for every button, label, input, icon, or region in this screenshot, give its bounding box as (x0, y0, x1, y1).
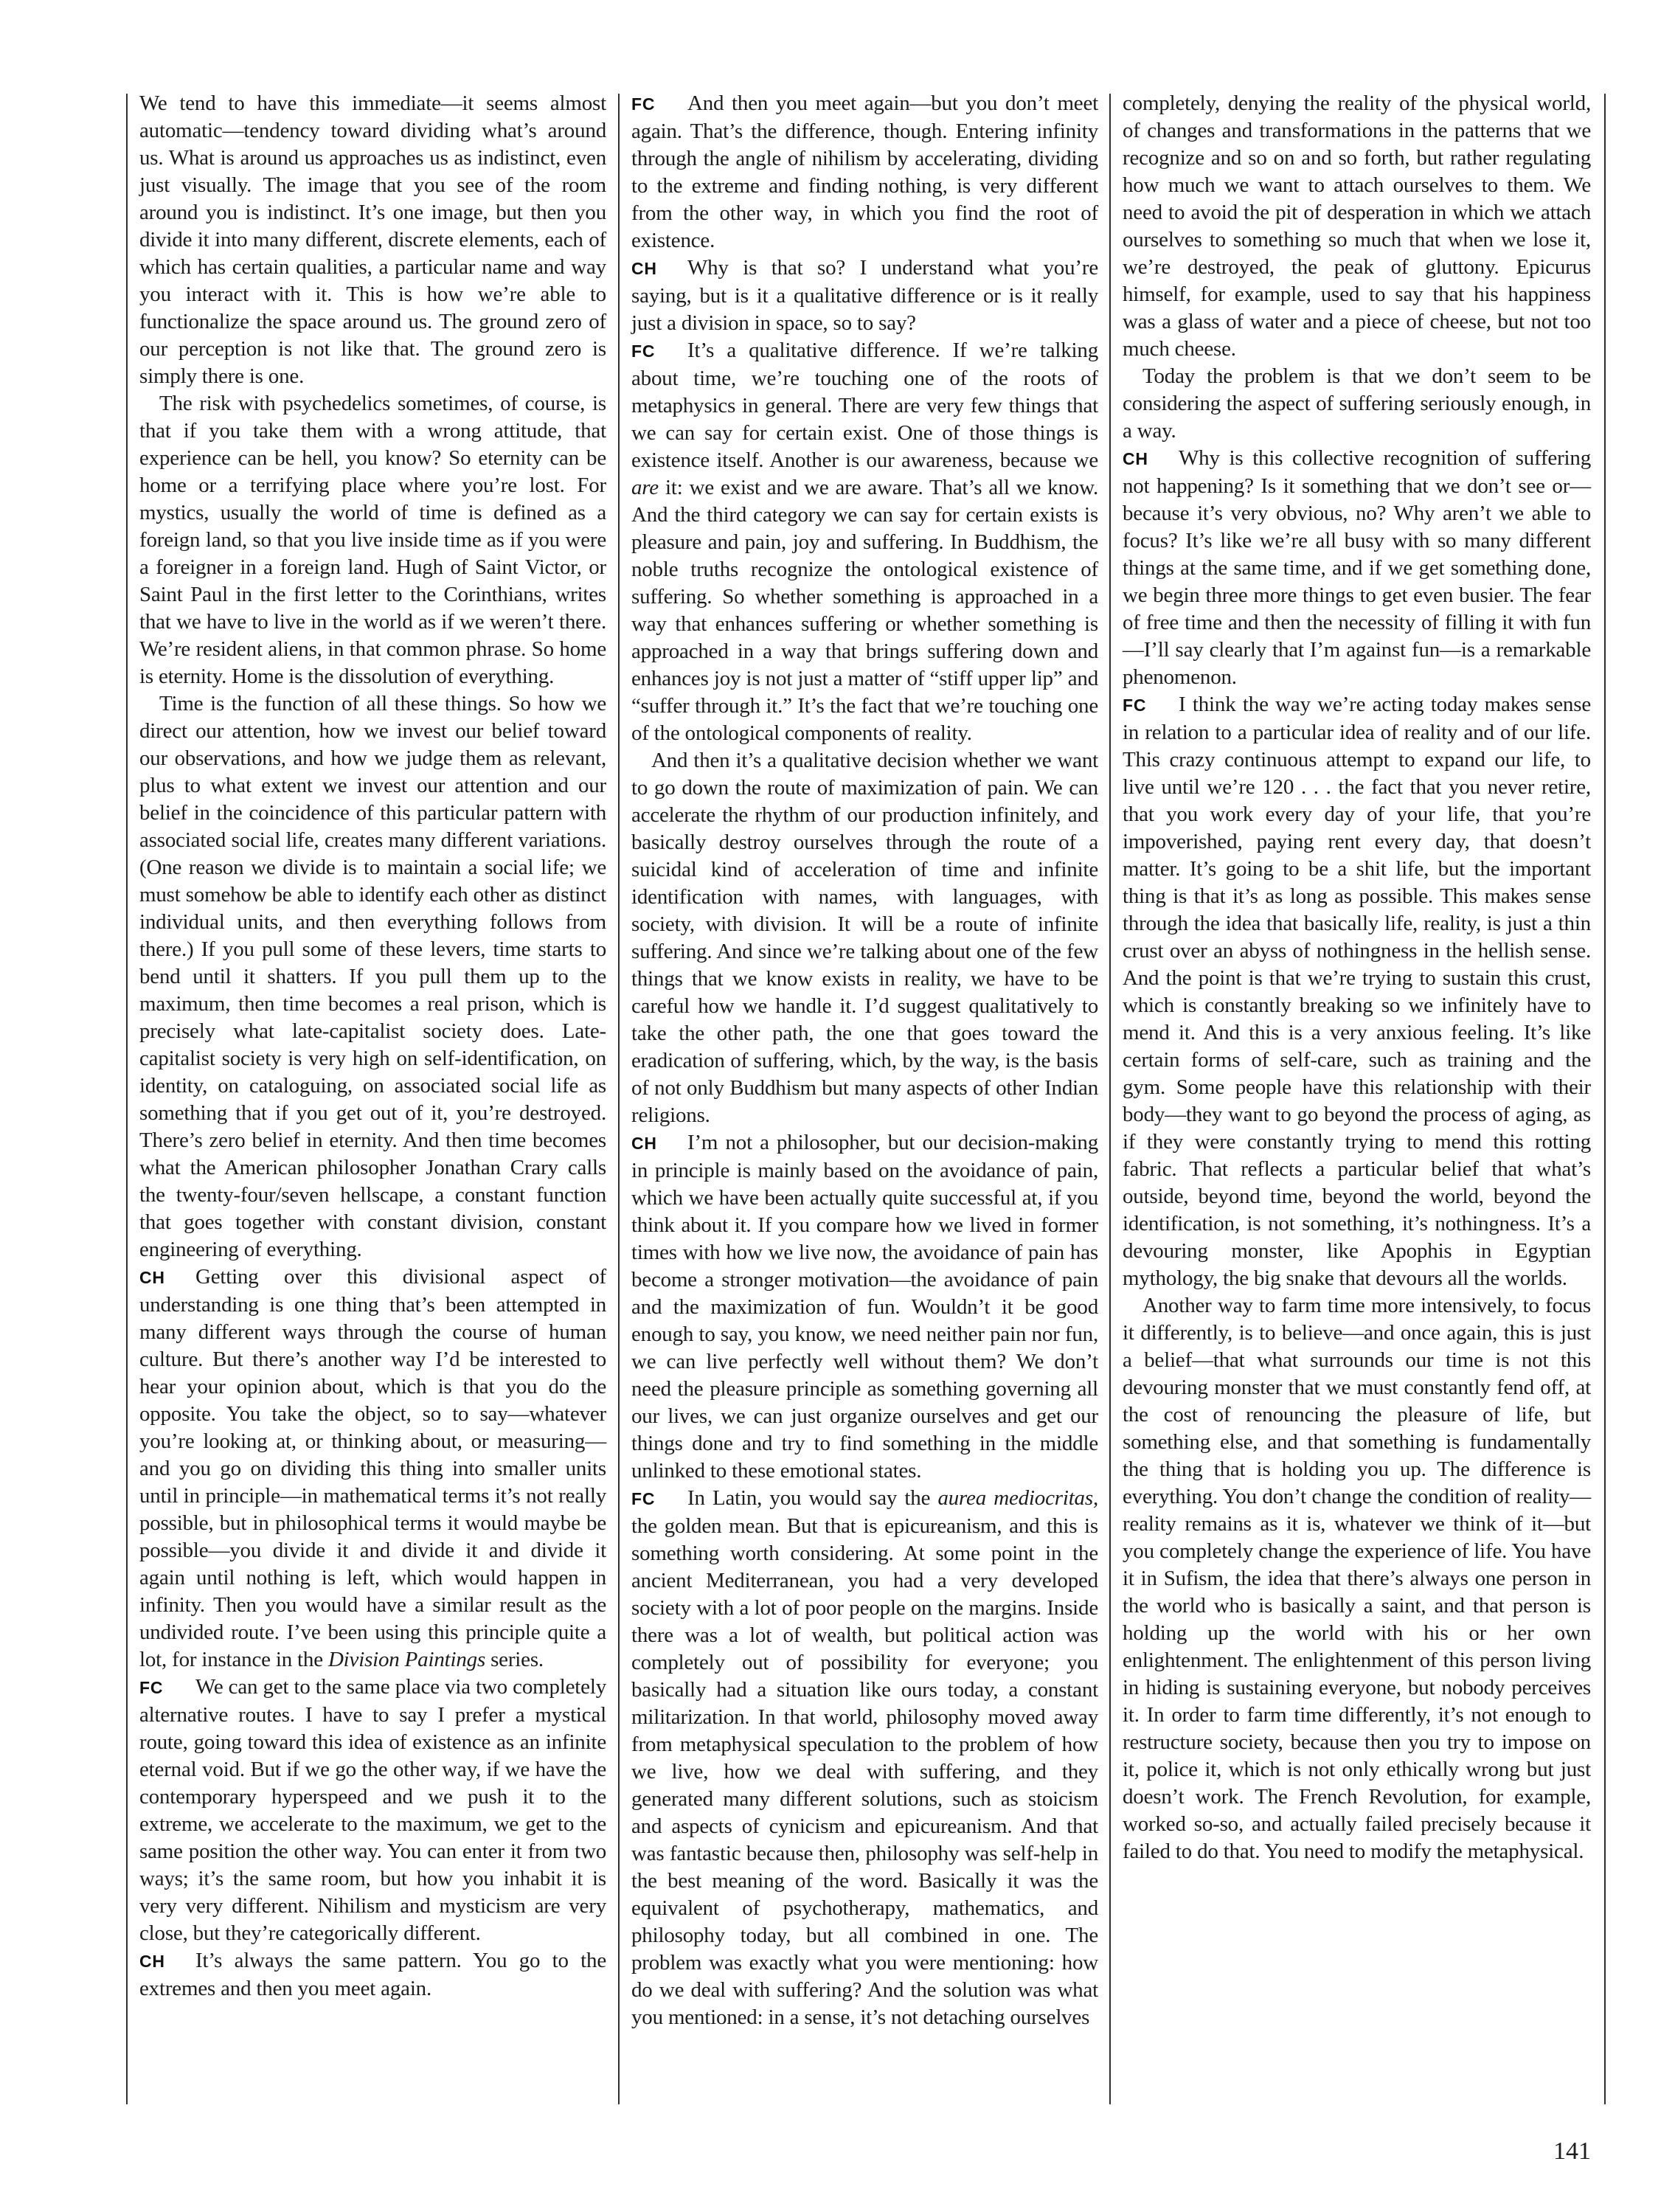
speaker-label: FC (631, 341, 656, 361)
speaker-label: FC (631, 1489, 656, 1508)
column-rule-1-2 (618, 94, 620, 2104)
italic-text: Division Paintings (327, 1648, 486, 1671)
column-rule-right (1604, 94, 1606, 2104)
text-column-2 (631, 90, 1098, 2031)
speaker-label: CH (1123, 449, 1148, 468)
column-rule-left (126, 94, 128, 2104)
body-paragraph: The risk with psychedelics sometimes, of course, is that if you take them with a wrong attitude, that experience can be hell, you know? So eternity can be home or a terrifying place where you’re lost. For mystics, usually the world of time is defined as a foreign land, so that you live inside time as if you were a foreigner in a foreign land. Hugh of Saint Victor, or Saint Paul in the first letter to the Corinthians, writes that we have to live in the world as if we weren’t there. We’re resident aliens, in that common phrase. So home is eternity. Home is the dissolution of everything. (139, 392, 606, 688)
page-number: 141 (1553, 2138, 1591, 2165)
dialogue-paragraph: CH Getting over this divisional aspect of understanding is one thing that’s been attempted in many different ways through the course of human culture. But there’s another way I’d be interested to hear your opinion about, which is that you do the opposite. You take the object, so to say—whatever you’re looking at, or thinking about, or measuring—and you go on dividing this thing into smaller units until in principle—in mathematical terms it’s not really possible, but in philosophical terms it would maybe be possible—you divide it and divide it and divide it again until nothing is left, which would happen in infinity. Then you would have a similar result as the undivided route. I’ve been using this principle quite a lot, for instance in the Division Paintings series. (139, 1265, 606, 1671)
dialogue-paragraph: FC We can get to the same place via two completely alternative routes. I have to say I prefer a mystical route, going toward this idea of existence as an infinite eternal void. But if we go the other way, if we have the contemporary hyperspeed and we push it to the extreme, we accelerate to the maximum, we get to the same position the other way. You can enter it from two ways; it’s the same room, but how you inhabit it is very very different. Nihilism and mysticism are very close, but they’re categorically different. (139, 1675, 606, 1945)
body-paragraph: Time is the function of all these things. So how we direct our attention, how we invest our belief toward our observations, and how we judge them as relevant, plus to what extent we invest our attention and our belief in the coincidence of this particular pattern with associated social life, creates many different variations. (One reason we divide is to maintain a social life; we must somehow be able to identify each other as distinct individual units, and then everything follows from there.) If you pull some of these levers, time starts to bend until it shatters. If you pull them up to the maximum, then time becomes a real prison, which is precisely what late-capitalist society does. Late-capitalist society is very high on self-identification, on identity, on cataloguing, on associated social life as something that if you get out of it, you’re destroyed. There’s zero belief in eternity. And then time becomes what the American philosopher Jonathan Crary calls the twenty-four/seven hellscape, a constant function that goes together with constant division, constant engineering of everything. (139, 692, 606, 1261)
speaker-label: FC (1123, 696, 1147, 715)
dialogue-paragraph: FC And then you meet again—but you don’t meet again. That’s the difference, though. Entering infinity through the angle of nihilism by accelerating, dividing to the extreme and finding nothing, is very different from the other way, in which you find the root of existence. (631, 91, 1098, 252)
speaker-label: CH (631, 259, 657, 278)
dialogue-paragraph: CH I’m not a philosopher, but our decision-making in principle is mainly based on the avoidance of pain, which we have been actually quite successful at, if you think about it. If you compare how we lived in former times with how we live now, the avoidance of pain has become a stronger motivation—the avoidance of pain and the maximization of fun. Wouldn’t it be good enough to say, you know, we need neither pain nor fun, we can live perfectly well without them? We don’t need the pleasure principle as something governing all our lives, we can just organize ourselves and get our things done and try to find something in the middle unlinked to these emotional states. (631, 1131, 1098, 1483)
dialogue-paragraph: FC It’s a qualitative difference. If we’re talking about time, we’re touching one of the roots of metaphysics in general. There are very few things that we can say for certain exist. One of those things is existence itself. Another is our awareness, because we are it: we exist and we are aware. That’s all we know. And the third category we can say for certain exists is pleasure and pain, joy and suffering. In Buddhism, the noble truths recognize the ontological existence of suffering. So whether something is approached in a way that enhances suffering or whether something is approached in a way that brings suffering down and enhances joy is not just a matter of “stiff upper lip” and “suffer through it.” It’s the fact that we’re touching one of the ontological components of reality. (631, 339, 1098, 745)
body-paragraph: completely, denying the reality of the physical world, of changes and transformations in the patterns that we recognize and so on and so forth, but rather regulating how much we want to attach ourselves to them. We need to avoid the pit of desperation in which we attach ourselves to something so much that when we lose it, we’re destroyed, the peak of gluttony. Epicurus himself, for example, used to say that his happiness was a glass of water and a piece of cheese, but not too much cheese. (1123, 91, 1591, 361)
body-paragraph: Another way to farm time more intensively, to focus it differently, is to believe—and once again, this is just a belief—that what surrounds our time is not this devouring monster that we must constantly fend off, at the cost of renouncing the pleasure of life, but something else, and that something is fundamentally the thing that is holding you up. The difference is everything. You don’t change the condition of reality—reality remains as it is, whatever we think of it—but you completely change the experience of life. You have it in Sufism, the idea that there’s always one person in the world who is basically a saint, and that person is holding up the world with his or her own enlightenment. The enlightenment of this person living in hiding is sustaining everyone, but nobody perceives it. In order to farm time differently, it’s not enough to restructure society, because then you try to impose on it, police it, which is not only ethically wrong but just doesn’t work. The French Revolution, for example, worked so-so, and actually failed precisely because it failed to do that. You need to modify the metaphysical. (1123, 1294, 1591, 1863)
body-paragraph: And then it’s a qualitative decision whether we want to go down the route of maximization of pain. We can accelerate the rhythm of our production infinitely, and basically destroy ourselves through the route of a suicidal kind of acceleration of time and infinite identification with names, with languages, with society, with division. It will be a route of infinite suffering. And since we’re talking about one of the few things that we know exists in reality, we have to be careful how we handle it. I’d suggest qualitatively to take the other path, the one that goes toward the eradication of suffering, which, by the way, is the basis of not only Buddhism but many aspects of other Indian religions. (631, 749, 1098, 1127)
dialogue-paragraph: CH Why is this collective recognition of suffering not happening? Is it something that we don’t see or—because it’s very obvious, no? Why aren’t we able to focus? It’s like we’re all busy with so many different things at the same time, and if we get something done, we begin three more things to get even busier. The fear of free time and then the necessity of filling it with fun—I’ll say clearly that I’m against fun—is a remarkable phenomenon. (1123, 446, 1591, 689)
speaker-label: CH (139, 1268, 165, 1287)
column-rule-2-3 (1109, 94, 1111, 2104)
text-column-3 (1123, 90, 1591, 1865)
speaker-label: FC (139, 1678, 164, 1697)
dialogue-paragraph: CH Why is that so? I understand what you’re saying, but is it a qualitative difference or is it really just a division in space, so to say? (631, 256, 1098, 335)
text-column-1 (139, 90, 606, 2003)
italic-text: aurea mediocritas, (937, 1486, 1098, 1510)
body-paragraph: We tend to have this immediate—it seems almost automatic—tendency toward dividing what’s around us. What is around us approaches us as indistinct, even just visually. The image that you see of the room around you is indistinct. It’s one image, but then you divide it into many different, discrete elements, each of which has certain qualities, a particular name and way you interact with it. This is how we’re able to functionalize the space around us. The ground zero of our perception is not like that. The ground zero is simply there is one. (139, 91, 606, 388)
speaker-label: CH (631, 1134, 657, 1153)
speaker-label: CH (139, 1952, 165, 1971)
speaker-label: FC (631, 94, 656, 114)
dialogue-paragraph: FC I think the way we’re acting today makes sense in relation to a particular idea of reality and of our life. This crazy continuous attempt to expand our life, to live until we’re 120 . . . the fact that you never retire, that you work every day of your life, that you’re impoverished, paying rent every day, that doesn’t matter. It’s going to be a shit life, but the important thing is that it’s as long as possible. This makes sense through the idea that basically life, reality, is just a thin crust over an abyss of nothingness in the hellish sense. And the point is that we’re trying to sustain this crust, which is constantly breaking so we infinitely have to mend it. And this is a very anxious feeling. It’s like certain forms of self-care, such as training and the gym. Some people have this relationship with their body—they want to go beyond the process of aging, as if they were constantly trying to mend this rotting fabric. That reflects a particular belief that what’s outside, beyond time, beyond the world, beyond the identification, is not something, it’s nothingness. It’s a devouring monster, like Apophis in Egyptian mythology, the big snake that devours all the worlds. (1123, 693, 1591, 1290)
italic-text: are (631, 476, 659, 499)
dialogue-paragraph: CH It’s always the same pattern. You go to the extremes and then you meet again. (139, 1949, 606, 2000)
body-paragraph: Today the problem is that we don’t seem to be considering the aspect of suffering seriously enough, in a way. (1123, 364, 1591, 443)
dialogue-paragraph: FC In Latin, you would say the aurea mediocritas, the golden mean. But that is epicureanism, and this is something worth considering. At some point in the ancient Mediterranean, you had a very developed society with a lot of poor people on the margins. Inside there was a lot of wealth, but political action was completely out of possibility for everyone; you basically had a situation like ours today, a constant militarization. In that world, philosophy moved away from metaphysical speculation to the problem of how we live, how we deal with suffering, and they generated many different solutions, such as stoicism and aspects of cynicism and epicureanism. And that was fantastic because then, philosophy was self-help in the best meaning of the word. Basically it was the equivalent of psychotherapy, mathematics, and philosophy today, but all combined in one. The problem was exactly what you were mentioning: how do we deal with suffering? And the solution was what you mentioned: in a sense, it’s not detaching ourselves (631, 1486, 1098, 2029)
